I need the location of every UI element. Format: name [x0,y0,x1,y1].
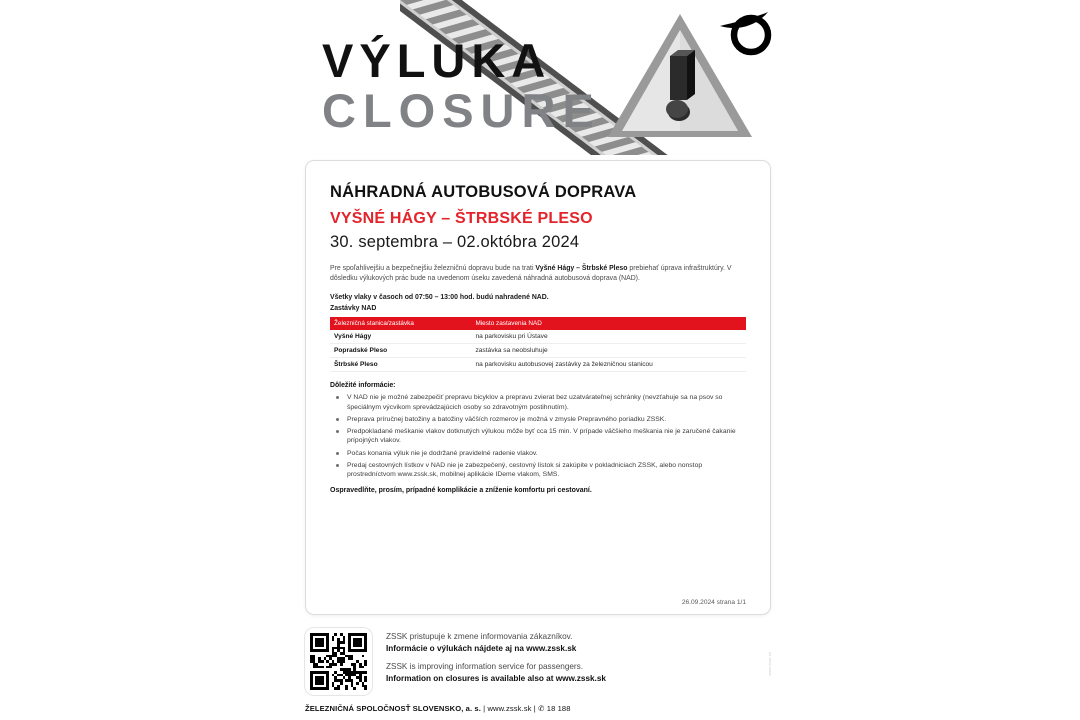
poster-footer [305,628,785,713]
card-title: NÁHRADNÁ AUTOBUSOVÁ DOPRAVA [330,183,637,201]
footer-en-line1: ZSSK is improving information service for passengers. [386,662,584,672]
qr-code-grid [310,633,367,690]
page-stamp: 26.09.2024 strana 1/1 [681,599,746,606]
stops-table-head [330,317,746,330]
list-item: Predpokladané meškanie vlakov dotknutých výlukou môže byť cca 15 min. V prípade väčšieho meškania nie je zaručené čakanie prípojných vlakov. [345,427,746,446]
table-header-row [330,317,746,330]
footer-text-block [386,628,606,685]
footer-sk-line2: Informácie o výlukách nájdete aj na www.zssk.sk [386,643,577,653]
legal-company: ŽELEZNIČNÁ SPOLOČNOSŤ SLOVENSKO, a. s. [305,704,481,713]
stops-label: Zastávky NAD [330,304,377,312]
zssk-logo [718,8,776,58]
cell-place: na parkovisku autobusovej zastávky za železničnou stanicou [471,357,746,371]
legal-line [305,704,785,713]
all-trains-line: Všetky vlaky v časoch od 07:50 – 13:00 hod. budú nahradené NAD. [330,294,549,302]
card-dates: 30. septembra – 02.októbra 2024 [330,233,580,252]
list-item: Preprava príručnej batožiny a batožiny väčších rozmerov je možná v zmysle Prepravného poriadku ZSSK. [345,415,746,425]
footer-sk-line1: ZSSK pristupuje k zmene informovania zákazníkov. [386,632,573,641]
table-row [330,330,746,344]
apology-text: Ospravedlňte, prosím, prípadné komplikácie a zníženie komfortu pri cestovaní. [330,487,592,495]
intro-text-1: Pre spoľahlivejšiu a bezpečnejšiu železničnú dopravu bude na trati [330,265,536,273]
th-station: Železničná stanica/zastávka [330,317,471,330]
info-title: Dôležité informácie: [330,381,396,389]
list-item: V NAD nie je možné zabezpečiť prepravu bicyklov a prepravu zvierat bez uzatvárateľnej schránky (nevzťahuje sa na psov so špeciálnym výcvikom sprevádzajúcich osoby so zdravotným postihnutím). [345,393,746,412]
poster-banner [0,0,1080,155]
qr-code[interactable] [305,628,372,695]
stops-table-body [330,330,746,372]
table-row [330,357,746,371]
notice-card [305,160,771,615]
cell-station: Popradské Pleso [330,343,471,357]
cell-station: Vyšné Hágy [330,330,471,344]
headline-vyluka: VÝLUKA [322,34,552,87]
intro-paragraph [330,264,746,284]
footer-row [305,628,785,695]
info-list [330,393,746,480]
cell-station: Štrbské Pleso [330,357,471,371]
intro-route-bold: Vyšné Hágy – Štrbské Pleso [535,265,628,273]
cell-place: zastávka sa neobsluhuje [471,343,746,357]
footer-en-line2: Information on closures is available also at www.zssk.sk [386,673,606,683]
table-row [330,343,746,357]
stops-table [330,317,746,372]
headline-block [322,34,601,138]
list-item: Predaj cestovných lístkov v NAD nie je zabezpečený, cestovný lístok si zakúpite v pokladniciach ZSSK, alebo nonstop prostredníctvom www.zssk.sk, mobilnej aplikácie IDeme vlakom, SMS. [345,461,746,480]
th-place: Miesto zastavenia NAD [471,317,746,330]
footer-spacer [386,654,606,661]
intro-text-2: prebiehať úprava infraštruktúry. V dôsledku výlukových prác bude na uvedenom úseku zavedená náhradná autobusová doprava (NAD). [330,265,732,283]
legal-contact: | www.zssk.sk | ✆ 18 188 [480,704,571,713]
cell-place: na parkovisku pri Ústave [471,330,746,344]
card-route: VYŠNÉ HÁGY – ŠTRBSKÉ PLESO [330,210,593,228]
all-trains-block [330,293,746,314]
list-item: Počas konania výluk nie je dodržané pravidelné radenie vlakov. [345,449,746,459]
headline-closure: CLOSURE [322,84,601,138]
side-note: www.zssk.sk [768,652,772,676]
